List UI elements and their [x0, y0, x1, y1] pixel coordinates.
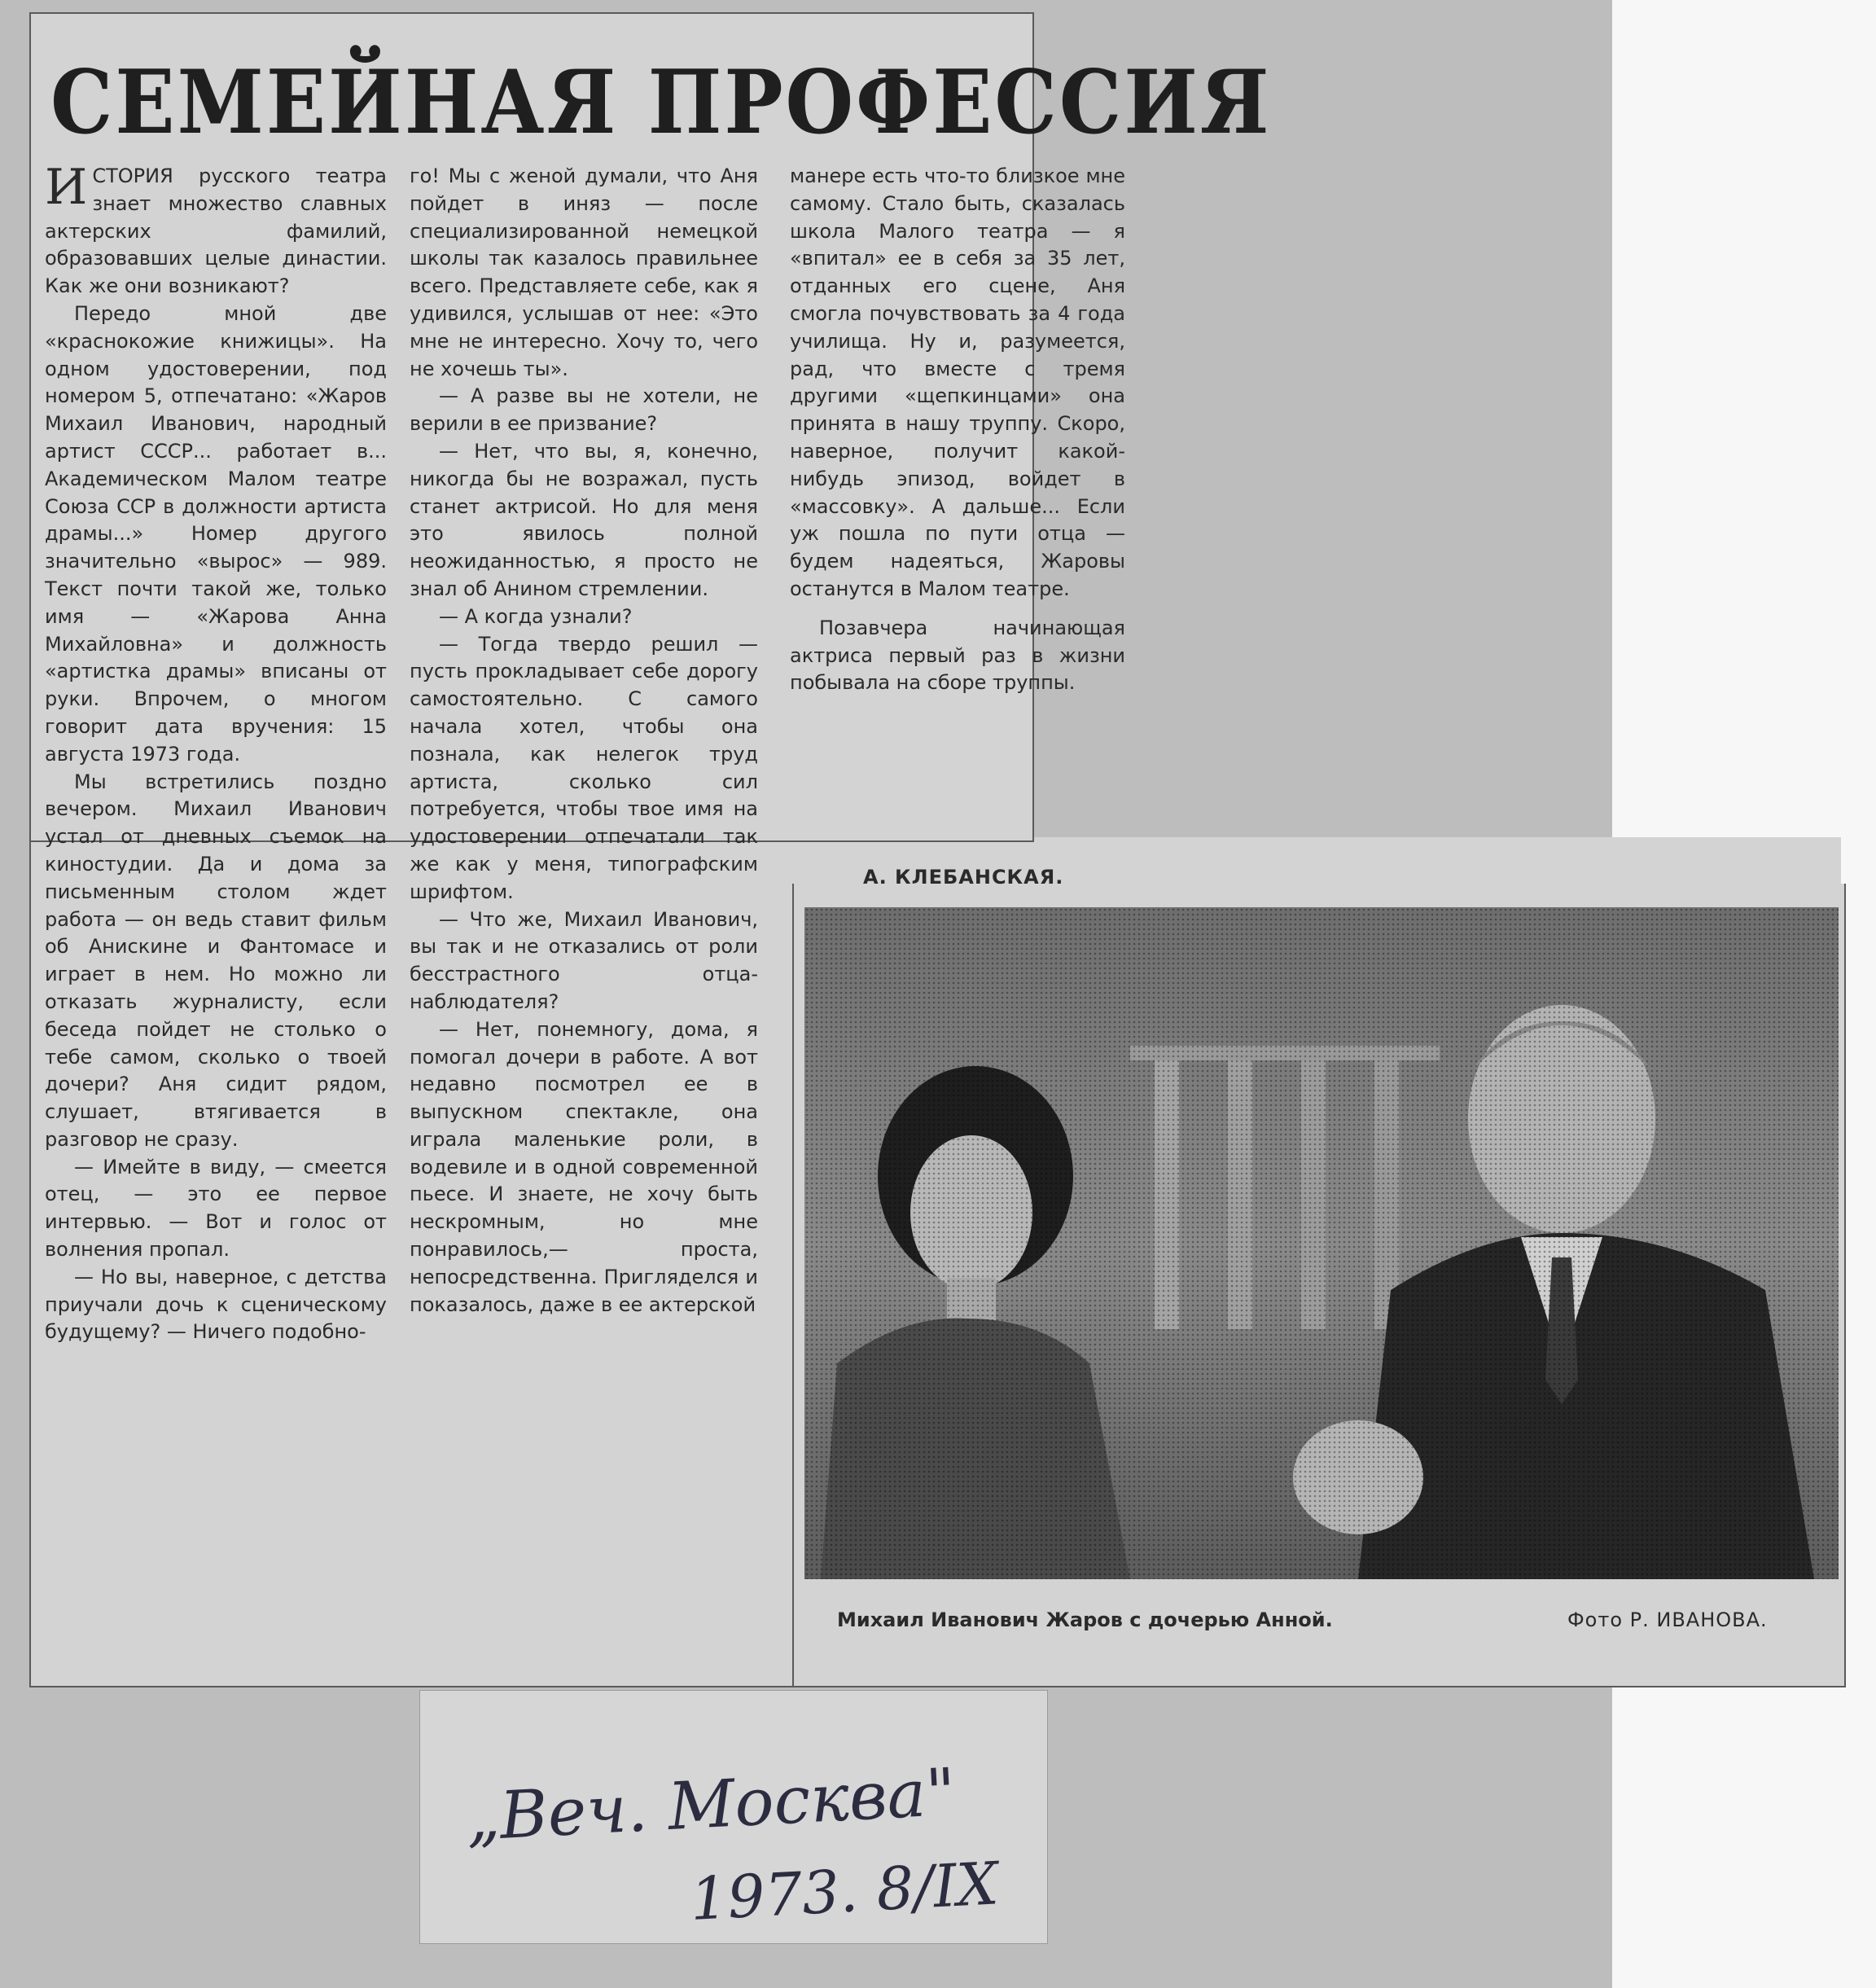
article-paragraph: манере есть что-то близкое мне самому. Стало быть, сказалась школа Малого театра — я «впитал» ее в себя за 35 лет, отданных его сцене, Аня смогла почувствовать за 4 года училища. Ну и, разумеется, рад, что вместе с тремя другими «щепкинцами» она принята в нашу труппу. Скоро, наверное, получит какой-нибудь эпизод, войдет в «массовку». А дальше... Если уж пошла по пути отца — будем надеяться, Жаровы останутся в Малом театре. [790, 165, 1125, 600]
article-column-1 [45, 159, 387, 1346]
article-paragraph: — Нет, что вы, я, конечно, никогда бы не возражал, пусть станет актрисой. Но для меня это явилось полной неожиданностью, я просто не знал об Анином стремлении. [410, 439, 758, 600]
article-paragraph: ИСТОРИЯ русского театра знает множество славных актерских фамилий, образовавших целые династии. Как же они возникают? [45, 159, 387, 298]
photo [804, 907, 1839, 1579]
dropcap: И [45, 159, 88, 216]
article-column-3 [790, 163, 1125, 697]
article-paragraph: — Нет, понемногу, дома, я помогал дочери в работе. А вот недавно посмотрел ее в выпускном спектакле, она играла маленькие роли, в водевиле и в одной современной пьесе. И знаете, не хочу быть нескромным, но мне понравилось,— проста, непосредственна. Пригляделся и показалось, даже в ее актерской [410, 1017, 758, 1316]
article-paragraph: — Имейте в виду, — смеется отец, — это ее первое интервью. — Вот и голос от волнения пропал. [45, 1155, 387, 1262]
article-paragraph: го! Мы с женой думали, что Аня пойдет в иняз — после специализированной немецкой школы так казалось правильнее всего. Представляете себе, как я удивился, услышав от нее: «Это мне не интересно. Хочу то, чего не хочешь ты». [410, 165, 758, 380]
photo-caption: Михаил Иванович Жаров с дочерью Анной. [837, 1608, 1333, 1631]
article-paragraph: — Что же, Михаил Иванович, вы так и не отказались от роли бесстрастного отца-наблюдателя? [410, 907, 758, 1013]
article-paragraph: — А когда узнали? [439, 604, 633, 628]
article-headline: СЕМЕЙНАЯ ПРОФЕССИЯ [50, 50, 1272, 154]
photo-credit: Фото Р. ИВАНОВА. [1567, 1608, 1768, 1631]
handwritten-source: „Веч. Москва" [464, 1753, 958, 1855]
article-author: А. КЛЕБАНСКАЯ. [863, 866, 1064, 889]
article-column-2 [410, 163, 758, 1319]
article-paragraph: — Но вы, наверное, с детства приучали дочь к сценическому будущему? — Ничего подобно- [45, 1265, 387, 1344]
article-paragraph: Мы встретились поздно вечером. Михаил Иванович устал от дневных съемок на киностудии. Да и дома за письменным столом ждет работа — он ведь ставит фильм об Анискине и Фантомасе и играет в нем. Но можно ли отказать журналисту, если беседа пойдет не столько о тебе самом, сколько о твоей дочери? Аня сидит рядом, слушает, втягивается в разговор не сразу. [45, 770, 387, 1151]
photo-illustration [804, 907, 1839, 1579]
article-paragraph: Позавчера начинающая актриса первый раз в жизни побывала на сборе труппы. [790, 616, 1125, 695]
article-paragraph: — Тогда твердо решил — пусть прокладывает себе дорогу самостоятельно. С самого начала хотел, чтобы она познала, как нелегок труд артиста, сколько сил потребуется, чтобы твое имя на удостоверении отпечатали так же как у меня, типографским шрифтом. [410, 632, 758, 903]
handwritten-date: 1973. 8/IX [688, 1849, 1001, 1933]
article-paragraph: Передо мной две «краснокожие книжицы». На одном удостоверении, под номером 5, отпечатано: «Жаров Михаил Иванович, народный артист СССР... работает в... Академическом Малом театре Союза ССР в должности артиста драмы...» Номер другого значительно «вырос» — 989. Текст почти такой же, только имя — «Жарова Анна Михайловна» и должность «артистка драмы» вписаны от руки. Впрочем, о многом говорит дата вручения: 15 августа 1973 года. [45, 301, 387, 766]
article-paragraph: — А разве вы не хотели, не верили в ее призвание? [410, 384, 758, 436]
